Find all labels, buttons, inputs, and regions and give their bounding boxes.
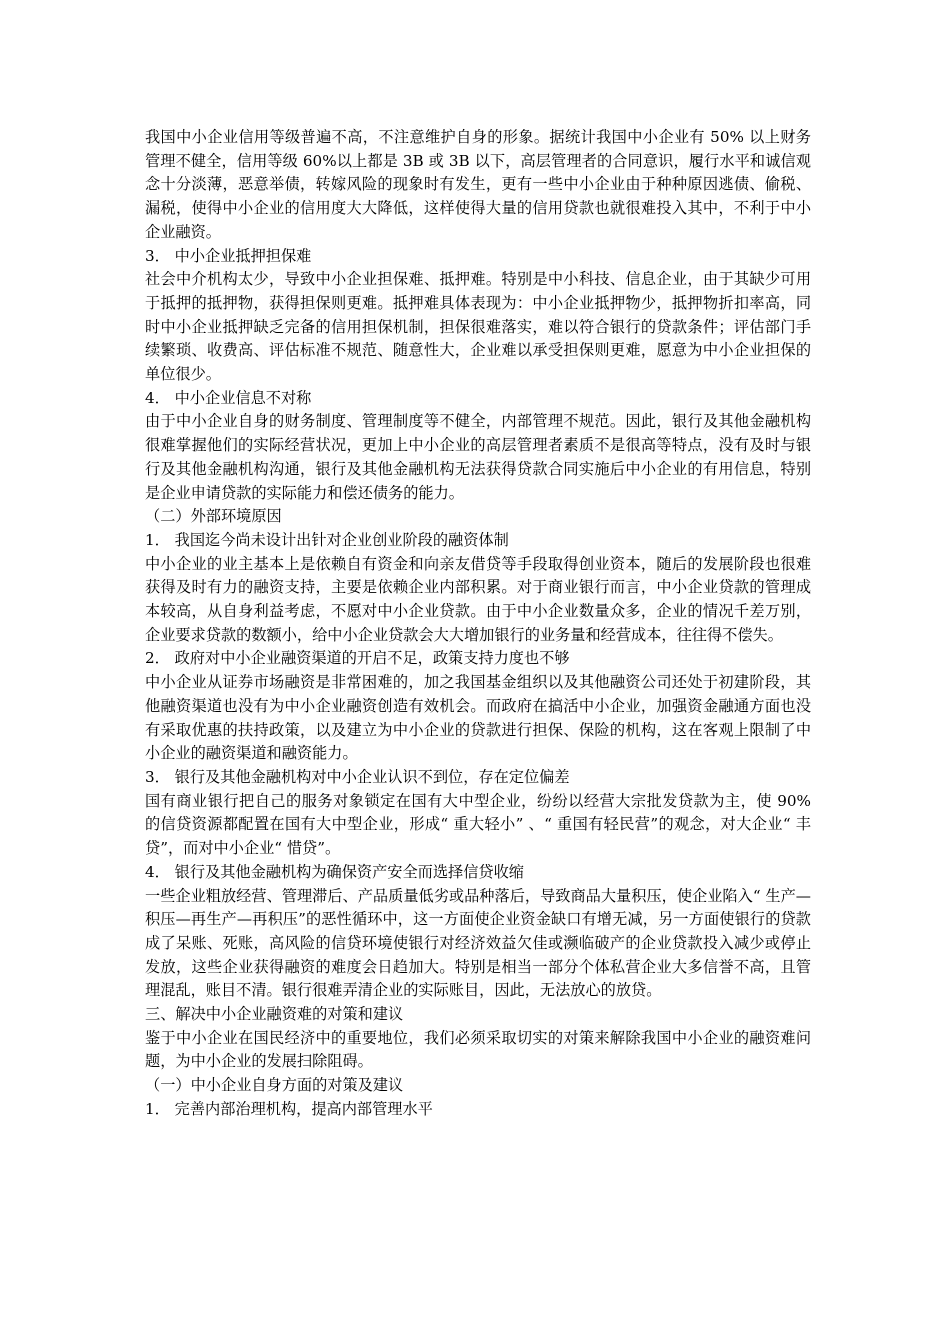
section-heading: （二）外部环境原因: [145, 507, 282, 526]
body-paragraph: 鉴于中小企业在国民经济中的重要地位，我们必须采取切实的对策来解除我国中小企业的融资难问题，为中小企业的发展扫除阻碍。: [145, 1028, 811, 1071]
body-paragraph: 国有商业银行把自己的服务对象锁定在国有大中型企业，纷纷以经营大宗批发贷款为主，使 90% 的信贷资源都配置在国有大中型企业，形成“ 重大轻小” 、“ 重国有轻民营”的观念，对大企业“ 丰贷”，而对中小企业“ 惜贷”。: [145, 791, 811, 858]
body-paragraph: 中小企业从证券市场融资是非常困难的，加之我国基金组织以及其他融资公司还处于初建阶段，其他融资渠道也没有为中小企业融资创造有效机会。而政府在搞活中小企业，加强资金融通方面也没有采取优惠的扶持政策，以及建立为中小企业的贷款进行担保、保险的机构，这在客观上限制了中小企业的融资渠道和融资能力。: [145, 673, 811, 763]
section-heading: 3． 中小企业抵押担保难: [145, 246, 312, 265]
section-heading: 3． 银行及其他金融机构对中小企业认识不到位，存在定位偏差: [145, 767, 570, 786]
section-heading: （一）中小企业自身方面的对策及建议: [145, 1076, 404, 1095]
section-heading: 1． 完善内部治理机构，提高内部管理水平: [145, 1099, 433, 1118]
body-paragraph: 社会中介机构太少，导致中小企业担保难、抵押难。特别是中小科技、信息企业，由于其缺少可用于抵押的抵押物，获得担保则更难。抵押难具体表现为：中小企业抵押物少，抵押物折扣率高，同时中小企业抵押缺乏完备的信用担保机制，担保很难落实，难以符合银行的贷款条件；评估部门手续繁琐、收费高、评估标准不规范、随意性大，企业难以承受担保则更难，愿意为中小企业担保的单位很少。: [145, 270, 811, 384]
body-paragraph: 中小企业的业主基本上是依赖自有资金和向亲友借贷等手段取得创业资本，随后的发展阶段也很难获得及时有力的融资支持，主要是依赖企业内部积累。对于商业银行而言，中小企业贷款的管理成本较高，从自身利益考虑，不愿对中小企业贷款。由于中小企业数量众多，企业的情况千差万别，企业要求贷款的数额小，给中小企业贷款会大大增加银行的业务量和经营成本，往往得不偿失。: [145, 554, 811, 644]
section-heading: 1． 我国迄今尚未设计出针对企业创业阶段的融资体制: [145, 530, 509, 549]
section-heading: 三、解决中小企业融资难的对策和建议: [145, 1005, 404, 1024]
body-paragraph: 我国中小企业信用等级普遍不高，不注意维护自身的形象。据统计我国中小企业有 50% 以上财务管理不健全，信用等级 60%以上都是 3B 或 3B 以下，高层管理者的合同意识，履行水平和诚信观念十分淡薄，恶意举债，转嫁风险的现象时有发生，更有一些中小企业由于种种原因逃债、偷税、漏税，使得中小企业的信用度大大降低，这样使得大量的信用贷款也就很难投入其中，不利于中小企业融资。: [145, 128, 811, 241]
section-heading: 4． 银行及其他金融机构为确保资产安全而选择信贷收缩: [145, 862, 524, 881]
section-heading: 2． 政府对中小企业融资渠道的开启不足，政策支持力度也不够: [145, 649, 570, 668]
section-heading: 4． 中小企业信息不对称: [145, 388, 312, 407]
body-paragraph: 一些企业粗放经营、管理滞后、产品质量低劣或品种落后，导致商品大量积压，使企业陷入“ 生产—积压—再生产—再积压”的恶性循环中，这一方面使企业资金缺口有增无减，另一方面使银行的贷款成了呆账、死账，高风险的信贷环境使银行对经济效益欠佳或濒临破产的企业贷款投入减少或停止发放，这些企业获得融资的难度会日趋加大。特别是相当一部分个体私营企业大多信誉不高，且管理混乱，账目不清。银行很难弄清企业的实际账目，因此，无法放心的放贷。: [145, 886, 811, 1000]
document-page: [145, 126, 811, 1122]
body-paragraph: 由于中小企业自身的财务制度、管理制度等不健全，内部管理不规范。因此，银行及其他金融机构很难掌握他们的实际经营状况，更加上中小企业的高层管理者素质不是很高等特点，没有及时与银行及其他金融机构沟通，银行及其他金融机构无法获得贷款合同实施后中小企业的有用信息，特别是企业申请贷款的实际能力和偿还债务的能力。: [145, 412, 811, 502]
